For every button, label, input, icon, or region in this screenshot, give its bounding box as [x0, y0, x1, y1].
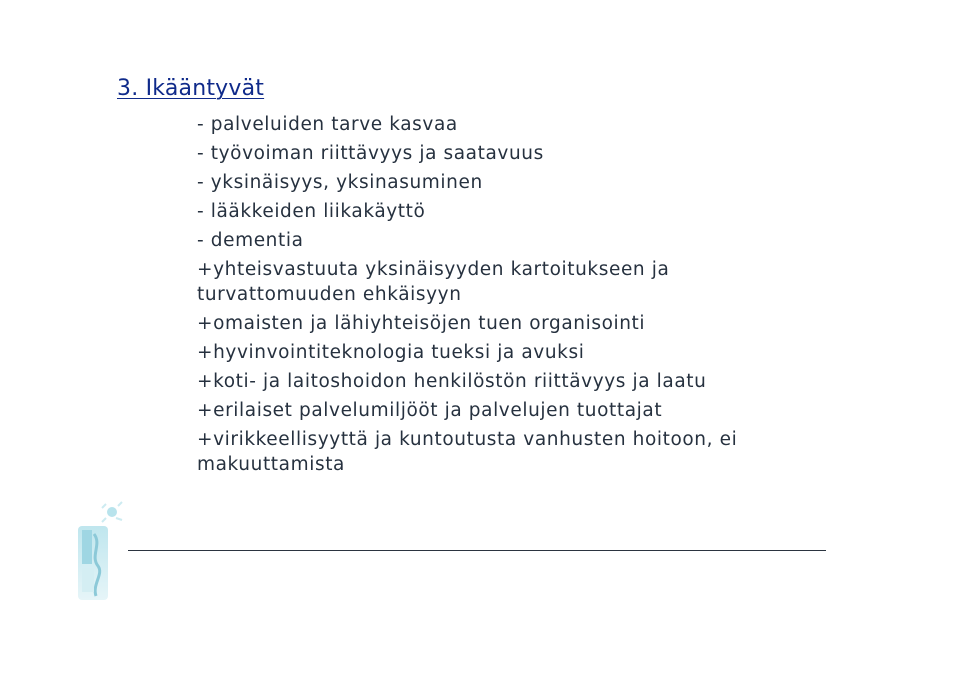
list-item: +koti- ja laitoshoidon henkilöstön riittävyys ja laatu	[197, 371, 707, 392]
organization-logo-icon	[72, 500, 136, 604]
list-item: +omaisten ja lähiyhteisöjen tuen organisointi	[197, 313, 646, 334]
list-item: +erilaiset palvelumiljööt ja palvelujen tuottajat	[197, 400, 663, 421]
bullet-list	[197, 110, 807, 479]
list-item: - lääkkeiden liikakäyttö	[197, 201, 426, 222]
list-item: +virikkeellisyyttä ja kuntoutusta vanhusten hoitoon, ei makuuttamista	[197, 429, 738, 475]
list-item: - dementia	[197, 230, 304, 251]
list-item: +hyvinvointiteknologia tueksi ja avuksi	[197, 342, 585, 363]
list-item: - työvoiman riittävyys ja saatavuus	[197, 143, 544, 164]
slide-title: 3. Ikääntyvät	[117, 76, 265, 101]
footer-divider	[128, 550, 826, 551]
list-item: +yhteisvastuuta yksinäisyyden kartoitukseen ja turvattomuuden ehkäisyyn	[197, 259, 670, 305]
list-item: - yksinäisyys, yksinasuminen	[197, 172, 483, 193]
list-item: - palveluiden tarve kasvaa	[197, 114, 458, 135]
